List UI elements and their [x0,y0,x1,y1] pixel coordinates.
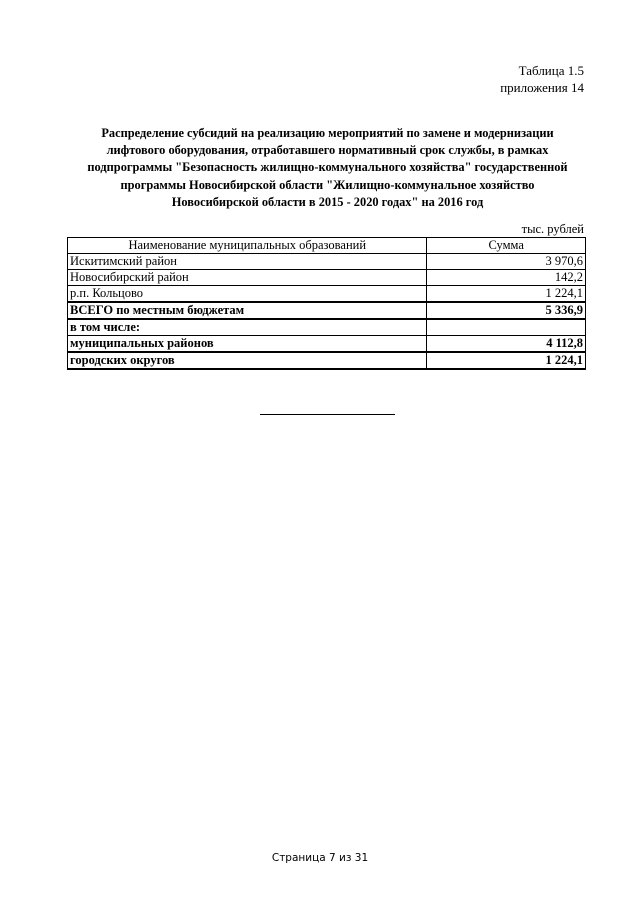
row-sum: 4 112,8 [427,336,586,353]
row-name: Искитимский район [68,254,427,270]
table-row [68,319,586,336]
document-title [70,125,585,211]
table-row [68,254,586,270]
title-line: Распределение субсидий на реализацию мероприятий по замене и модернизации [101,126,554,140]
units-label: тыс. рублей [521,222,584,236]
row-sum: 5 336,9 [427,302,586,319]
row-sum: 3 970,6 [427,254,586,270]
row-sum: 142,2 [427,270,586,286]
table-row [68,286,586,303]
column-header-name: Наименование муниципальных образований [68,238,427,254]
row-name: р.п. Кольцово [68,286,427,303]
row-sum: 1 224,1 [427,286,586,303]
column-header-sum: Сумма [427,238,586,254]
subsidy-table [67,237,586,370]
row-sum: 1 224,1 [427,352,586,369]
table-row [68,336,586,353]
row-name: Новосибирский район [68,270,427,286]
table-number: Таблица 1.5 [518,63,584,78]
row-name: городских округов [68,352,427,369]
row-name: ВСЕГО по местным бюджетам [68,302,427,319]
page-number: Страница 7 из 31 [271,852,369,864]
row-name: муниципальных районов [68,336,427,353]
table-header-row [68,238,586,254]
title-line: подпрограммы "Безопасность жилищно-коммунального хозяйства" государственной [87,160,568,175]
title-line: Новосибирской области в 2015 - 2020 годах" на 2016 год [171,194,484,209]
appendix-label: приложения 14 [500,80,584,95]
title-line: программы Новосибирской области "Жилищно-коммунальное хозяйство [120,177,535,192]
table-row [68,352,586,369]
row-name: в том числе: [68,319,427,336]
separator-line [260,414,395,415]
table-row [68,270,586,286]
row-sum [427,319,586,336]
title-line: лифтового оборудования, отработавшего нормативный срок службы, в рамках [106,143,549,158]
total-row [68,302,586,319]
table-reference [500,62,584,96]
